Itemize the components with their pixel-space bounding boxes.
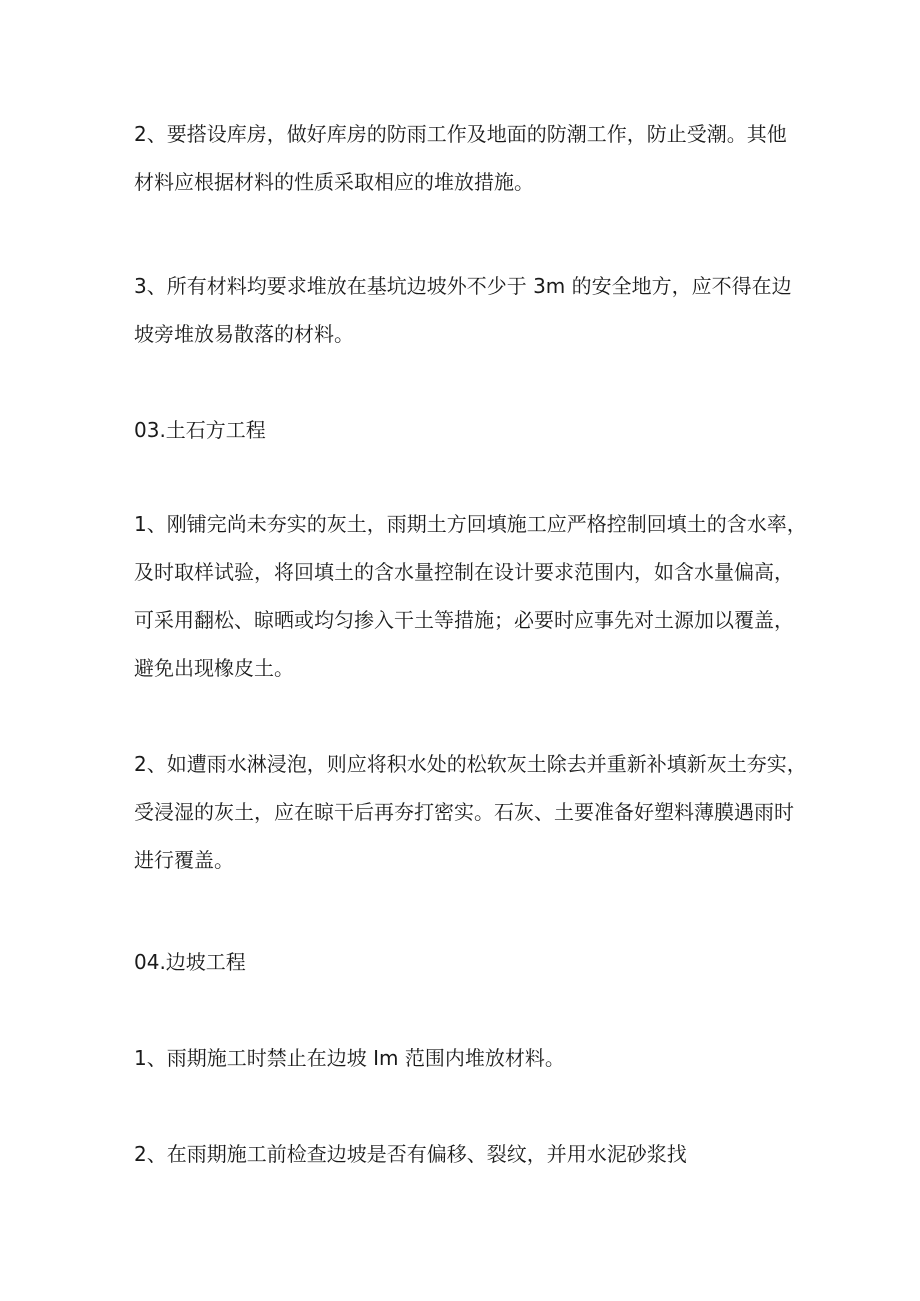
text-line: 避免出现橡皮土。 — [134, 656, 294, 680]
text-line: 2、要搭设库房，做好库房的防雨工作及地面的防潮工作，防止受潮。其他 — [134, 122, 787, 146]
text-line: 材料应根据材料的性质采取相应的堆放措施。 — [134, 170, 534, 194]
text-line: 1、雨期施工时禁止在边坡 Im 范围内堆放材料。 — [134, 1046, 565, 1070]
text-line: 可采用翻松、晾晒或均匀掺入干土等措施；必要时应事先对土源加以覆盖， — [134, 608, 794, 632]
paragraph-material-stacking — [134, 262, 814, 358]
paragraph-slope-inspection — [134, 1130, 814, 1178]
text-line: 2、在雨期施工前检查边坡是否有偏移、裂纹，并用水泥砂浆找 — [134, 1142, 687, 1166]
paragraph-rain-soaked-soil — [134, 740, 814, 884]
paragraph-slope-stacking-ban — [134, 1034, 814, 1082]
section-heading-slope: 04.边坡工程 — [134, 950, 246, 974]
paragraph-backfill-moisture — [134, 500, 814, 692]
text-line: 及时取样试验，将回填土的含水量控制在设计要求范围内，如含水量偏高， — [134, 560, 794, 584]
text-line: 受浸湿的灰土，应在晾干后再夯打密实。石灰、土要准备好塑料薄膜遇雨时 — [134, 800, 794, 824]
paragraph-storage-warehouse — [134, 110, 814, 206]
text-line: 1、刚铺完尚未夯实的灰土，雨期土方回填施工应严格控制回填土的含水率， — [134, 512, 807, 536]
text-line: 坡旁堆放易散落的材料。 — [134, 322, 354, 346]
text-line: 3、所有材料均要求堆放在基坑边坡外不少于 3m 的安全地方，应不得在边 — [134, 274, 792, 298]
text-line: 2、如遭雨水淋浸泡，则应将积水处的松软灰土除去并重新补填新灰土夯实， — [134, 752, 807, 776]
section-heading-earthwork: 03.土石方工程 — [134, 418, 266, 442]
text-line: 进行覆盖。 — [134, 848, 234, 872]
